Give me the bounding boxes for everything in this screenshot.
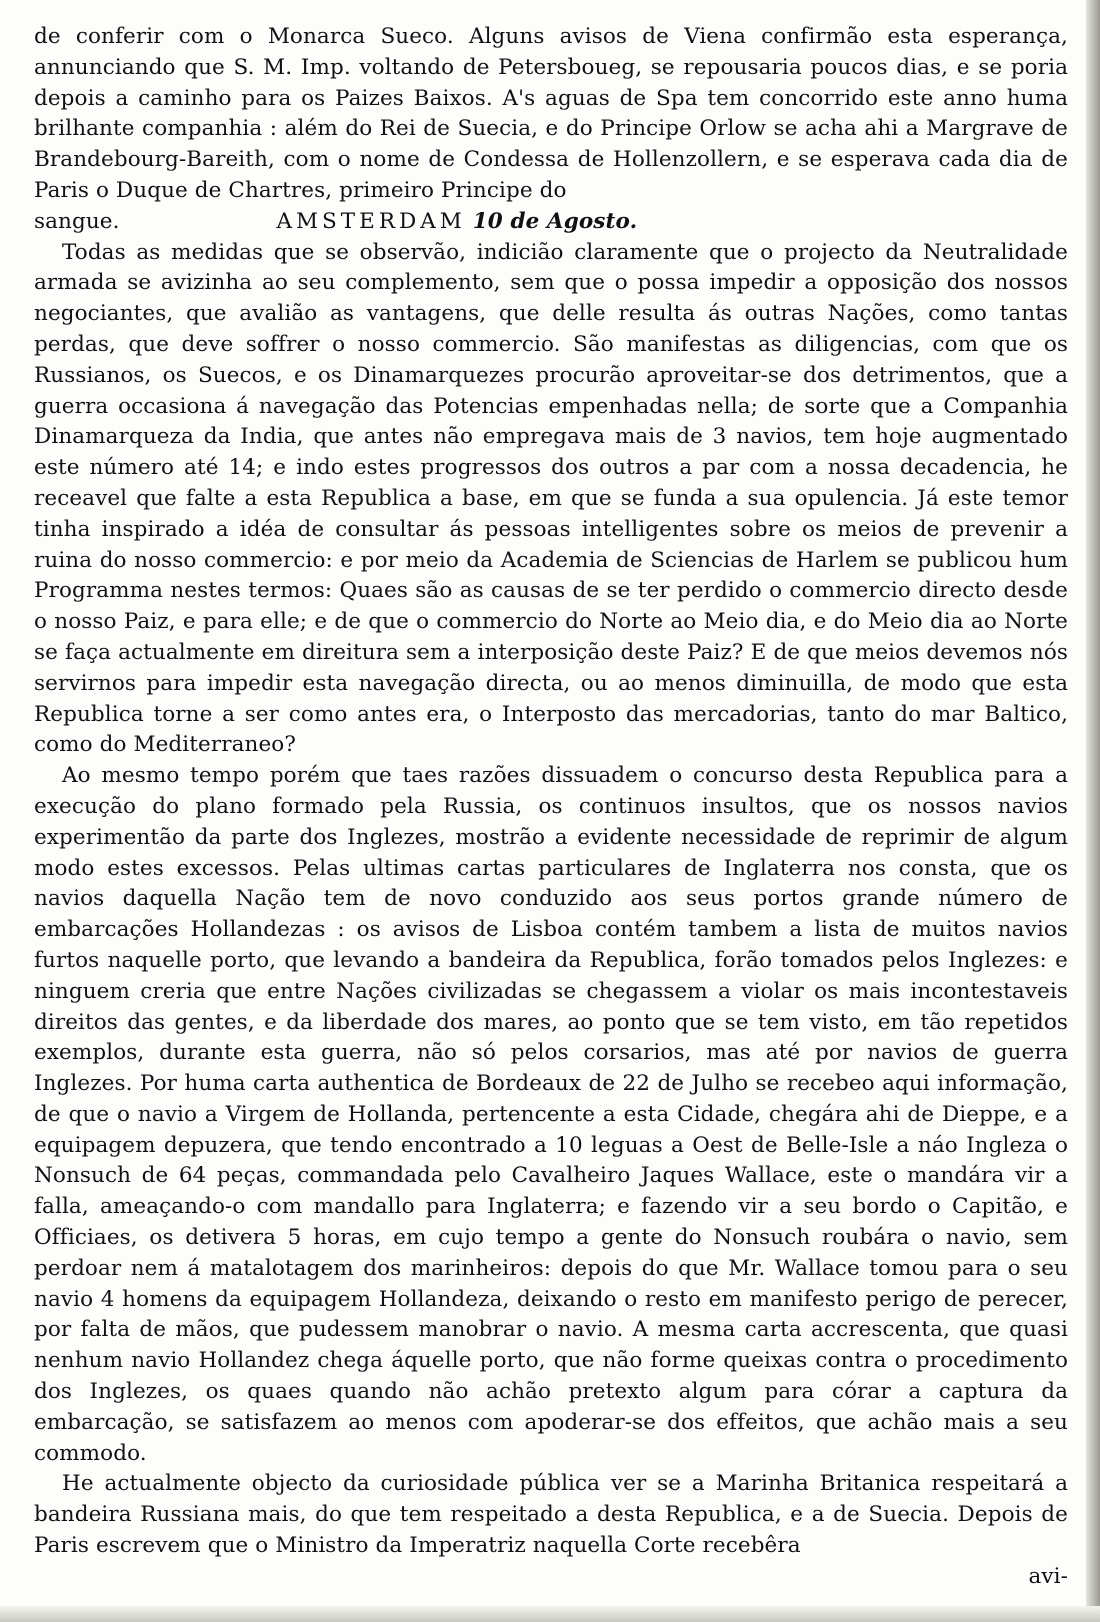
lead-tail: sangue.: [34, 208, 120, 234]
heading-place: AMSTERDAM: [276, 208, 466, 234]
catchword: avi-: [1028, 1563, 1068, 1589]
paragraph-3: He actualmente objecto da curiosidade pública ver se a Marinha Britanica respeitará a bandeira Russiana mais, do que tem respeitado a desta Republica, e a de Suecia. Depois de Paris escrevem que o Ministro da Imperatriz naquella Corte recebêra: [34, 1471, 1068, 1559]
dateline: [34, 207, 1068, 238]
document-page: [34, 22, 1068, 1593]
lead-paragraph: de conferir com o Monarca Sueco. Alguns avisos de Viena confirmão esta esperança, annunciando que S. M. Imp. voltando de Petersboueg, se repousaria poucos dias, e se poria depois a caminho para os Paizes Baixos. A's aguas de Spa tem concorrido este anno huma brilhante companhia : além do Rei de Suecia, e do Principe Orlow se acha ahi a Margrave de Brandebourg-Bareith, com o nome de Condessa de Hollenzollern, e se esperava cada dia de Paris o Duque de Chartres, primeiro Principe do: [34, 24, 1068, 203]
paragraph-1: Todas as medidas que se observão, indicião claramente que o projecto da Neutralidade armada se avizinha ao seu complemento, sem que o possa impedir a opposição dos nossos negociantes, que avalião as vantagens, que delle resulta ás outras Nações, como tantas perdas, que deve soffrer o nosso commercio. São manifestas as diligencias, com que os Russianos, os Suecos, e os Dinamarquezes procurão aproveitar-se dos detrimentos, que a guerra occasiona á navegação das Potencias empenhadas nella; de sorte que a Companhia Dinamarqueza da India, que antes não empregava mais de 3 navios, tem hoje augmentado este número até 14; e indo estes progressos dos outros a par com a nossa decadencia, he receavel que falte a esta Republica a base, em que se funda a sua opulencia. Já este temor tinha inspirado a idéa de consultar ás pessoas intelligentes sobre os meios de prevenir a ruina do nosso commercio: e por meio da Academia de Sciencias de Harlem se publicou hum Programma nestes termos: Quaes são as causas de se ter perdido o commercio directo desde o nosso Paiz, e para elle; e de que o commercio do Norte ao Meio dia, e do Meio dia ao Norte se faça actualmente em direitura sem a interposição deste Paiz? E de que meios devemos nós servirnos para impedir esta navegação directa, ou ao menos diminuilla, de modo que esta Republica torne a ser como antes era, o Interposto das mercadorias, tanto do mar Baltico, como do Mediterraneo?: [34, 239, 1068, 758]
page-edge-shadow: [1086, 0, 1100, 1622]
page-bottom-edge: [0, 1606, 1100, 1622]
paragraph-2: Ao mesmo tempo porém que taes razões dissuadem o concurso desta Republica para a execução do plano formado pela Russia, os continuos insultos, que os nossos navios experimentão da parte dos Inglezes, mostrão a evidente necessidade de reprimir de algum modo estes excessos. Pelas ultimas cartas particulares de Inglaterra nos consta, que os navios daquella Nação tem de novo conduzido aos seus portos grande número de embarcações Hollandezas : os avisos de Lisboa contém tambem a lista de muitos navios furtos naquelle porto, que levando a bandeira da Republica, forão tomados pelos Inglezes: e ninguem creria que entre Nações civilizadas se chegassem a violar os mais incontestaveis direitos das gentes, e da liberdade dos mares, ao ponto que se tem visto, em tão repetidos exemplos, durante esta guerra, não só pelos corsarios, mas até por navios de guerra Inglezes. Por huma carta authentica de Bordeaux de 22 de Julho se recebeo aqui informação, de que o navio a Virgem de Hollanda, pertencente a esta Cidade, chegára ahi de Dieppe, e a equipagem depuzera, que tendo encontrado a 10 leguas a Oest de Belle-Isle a náo Ingleza o Nonsuch de 64 peças, commandada pelo Cavalheiro Jaques Wallace, este o mandára vir a falla, ameaçando-o com mandallo para Inglaterra; e fazendo vir a seu bordo o Capitão, e Officiaes, os detivera 5 horas, em cujo tempo a gente do Nonsuch roubára o navio, sem perdoar nem á matalotagem dos marinheiros: depois do que Mr. Wallace tomou para o seu navio 4 homens da equipagem Hollandeza, deixando o resto em manifesto perigo de perecer, por falta de mãos, que pudessem manobrar o navio. A mesma carta accrescenta, que quasi nenhum navio Hollandez chega áquelle porto, que não forme queixas contra o procedimento dos Inglezes, os quaes quando não achão pretexto algum para córar a captura da embarcação, se satisfazem ao menos com apoderar-se dos effeitos, que achão mais a seu commodo.: [34, 763, 1068, 1466]
heading-date: 10 de Agosto.: [472, 208, 638, 234]
